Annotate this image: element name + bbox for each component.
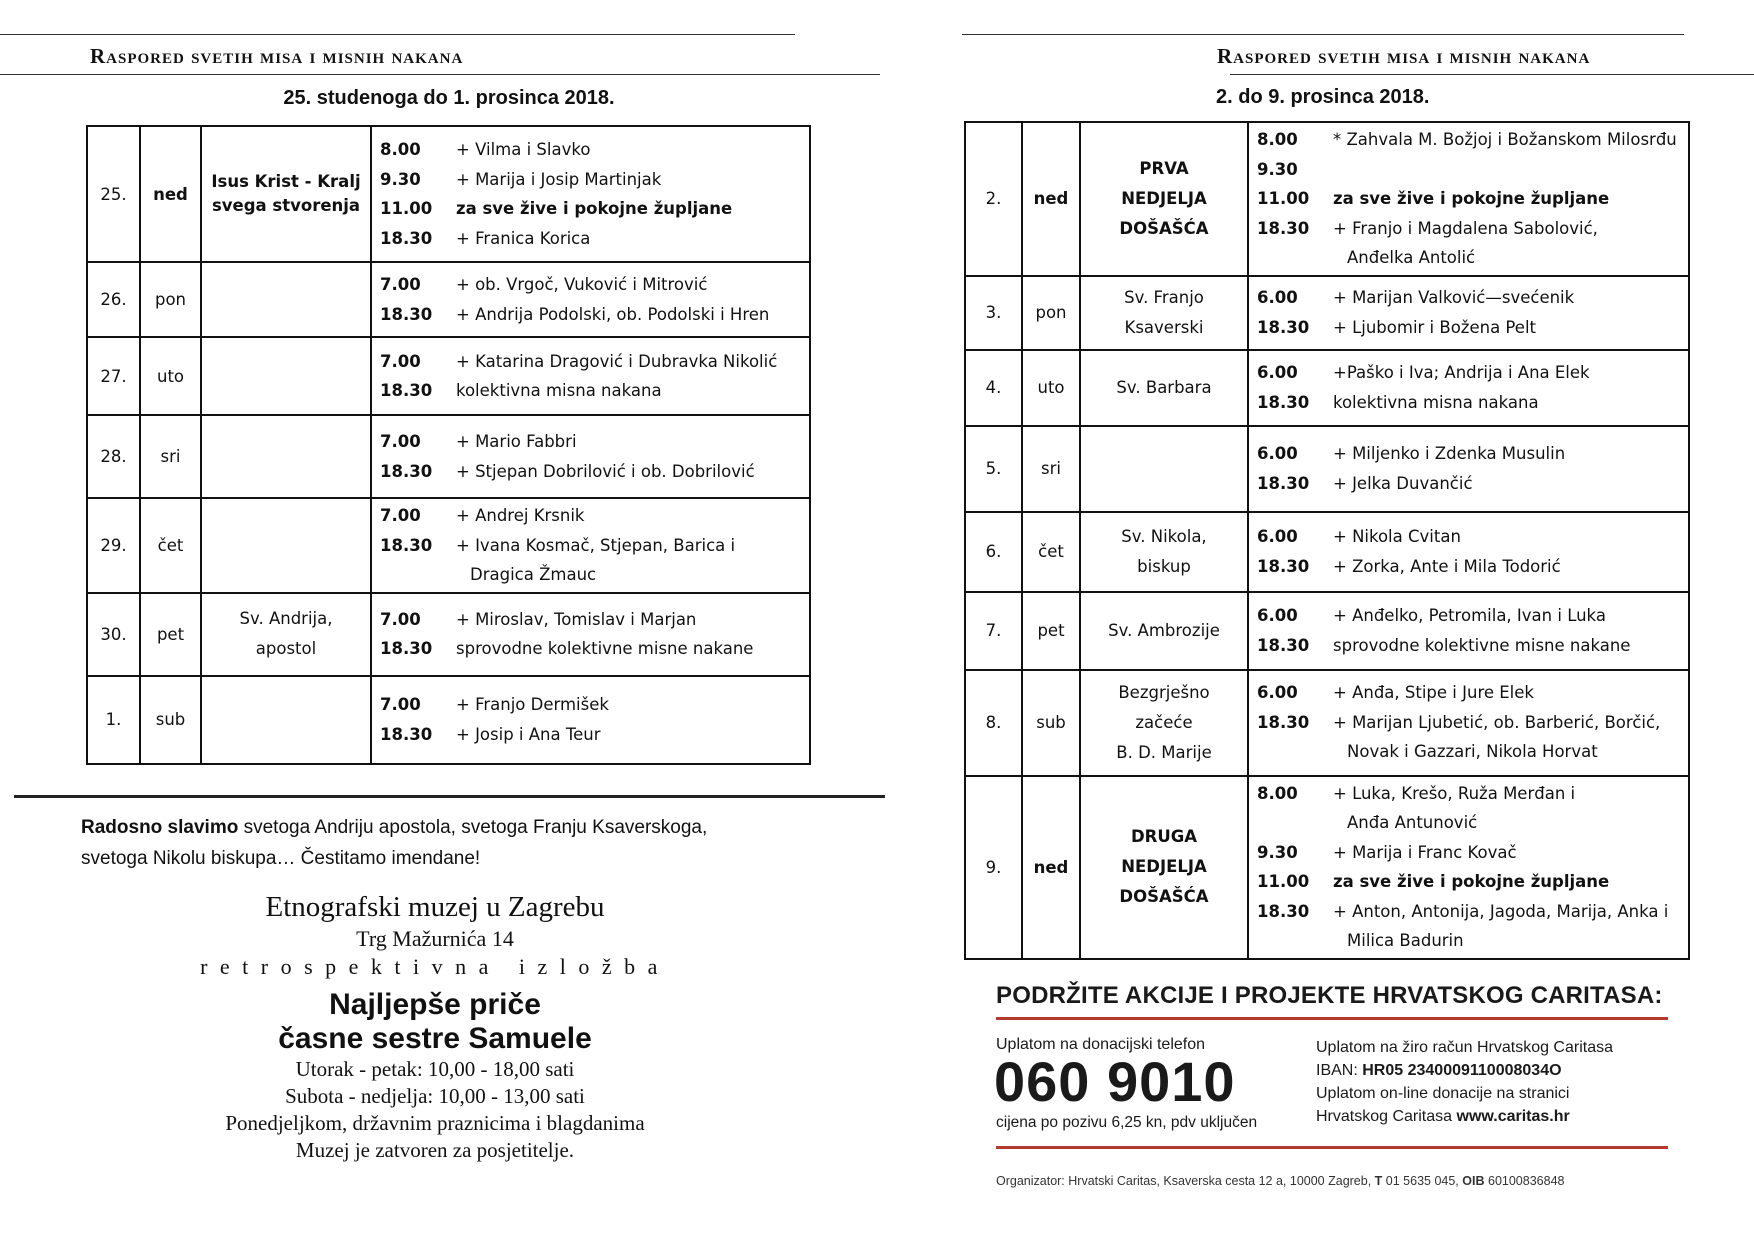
left-row <box>87 337 810 415</box>
organizer-text: Hrvatski Caritas, Ksaverska cesta 12 a, 10000 Zagreb, <box>1068 1174 1372 1188</box>
mass-intention: + Miroslav, Tomislav i Marjan <box>456 609 697 629</box>
mass-time: 6.00 <box>1257 288 1298 307</box>
caritas-iban-value: HR05 2340009110008034O <box>1362 1062 1562 1079</box>
mass-line <box>1257 125 1680 155</box>
mass-line <box>380 457 801 487</box>
row-masses <box>371 676 810 764</box>
mass-line <box>1257 439 1680 469</box>
mass-line <box>1257 737 1680 767</box>
row-weekday: sri <box>140 415 201 498</box>
mass-line <box>380 300 801 330</box>
mass-line <box>1257 631 1680 661</box>
caritas-phone-label: Uplatom na donacijski telefon <box>996 1036 1206 1053</box>
mass-intention: + Zorka, Ante i Mila Todorić <box>1333 556 1561 576</box>
museum-hours-1: Utorak - petak: 10,00 - 18,00 sati <box>295 1057 575 1081</box>
mass-line <box>380 634 801 664</box>
row-feast <box>201 262 371 337</box>
feast-line: DRUGA <box>1130 827 1198 846</box>
row-feast <box>201 676 371 764</box>
mass-line <box>1257 601 1680 631</box>
mass-intention: Novak i Gazzari, Nikola Horvat <box>1347 742 1598 762</box>
mass-intention: + Mario Fabbri <box>456 432 577 451</box>
mass-line <box>1257 214 1680 244</box>
row-feast <box>201 337 371 415</box>
celebration-note <box>81 812 821 874</box>
mass-line <box>380 165 801 195</box>
mass-time: 9.30 <box>380 169 421 189</box>
mass-line <box>1257 469 1680 499</box>
mass-line <box>1257 926 1680 956</box>
row-feast <box>1080 512 1248 592</box>
mass-time: 18.30 <box>1257 712 1310 732</box>
mass-line <box>380 501 801 531</box>
feast-line: NEDJELJA <box>1121 857 1207 876</box>
mass-line <box>380 135 801 165</box>
left-row <box>87 498 810 593</box>
mass-time: 7.00 <box>380 506 421 525</box>
mass-time: 11.00 <box>380 199 433 218</box>
row-date: 27. <box>87 337 140 415</box>
row-weekday: pet <box>140 593 201 676</box>
row-weekday: čet <box>1022 512 1080 592</box>
organizer-oib-label: OIB <box>1462 1174 1485 1188</box>
mass-intention: Milica Badurin <box>1347 931 1464 950</box>
museum-hours-2: Subota - nedjelja: 10,00 - 13,00 sati <box>285 1084 585 1108</box>
row-masses <box>1248 512 1689 592</box>
mass-time: 9.30 <box>1257 842 1298 862</box>
left-row <box>87 415 810 498</box>
mass-intention: + Anđelko, Petromila, Ivan i Luka <box>1333 606 1606 625</box>
row-feast <box>201 593 371 676</box>
row-weekday: ned <box>140 126 201 262</box>
mass-line <box>1257 184 1680 214</box>
mass-line <box>1257 838 1680 868</box>
row-weekday: sub <box>140 676 201 764</box>
row-date: 3. <box>965 276 1022 350</box>
left-row <box>87 593 810 676</box>
mass-line <box>380 270 801 300</box>
row-date: 2. <box>965 122 1022 276</box>
mass-line <box>1257 313 1680 343</box>
mass-intention: + Franjo Dermišek <box>456 695 609 714</box>
row-masses <box>371 126 810 262</box>
celebration-note-line2: svetoga Nikolu biskupa… Čestitamo imendane! <box>81 848 481 869</box>
row-date: 6. <box>965 512 1022 592</box>
row-feast <box>1080 350 1248 426</box>
mass-time: 18.30 <box>1257 635 1310 655</box>
caritas-iban-label: IBAN: <box>1316 1062 1358 1079</box>
row-masses <box>371 498 810 593</box>
row-masses <box>371 593 810 676</box>
mass-intention: + Marijan Valković—svećenik <box>1333 288 1575 307</box>
feast-line: biskup <box>1137 556 1191 576</box>
mass-intention: * Zahvala M. Božjoj i Božanskom Milosrđu <box>1333 130 1677 149</box>
mass-time: 18.30 <box>380 724 433 744</box>
organizer-tel-label: T <box>1374 1174 1383 1188</box>
row-weekday: ned <box>1022 776 1080 959</box>
feast-line: B. D. Marije <box>1116 742 1212 762</box>
row-weekday: pon <box>1022 276 1080 350</box>
row-weekday: sub <box>1022 670 1080 776</box>
mass-intention: sprovodne kolektivne misne nakane <box>1333 635 1631 655</box>
mass-intention: Anđelka Antolić <box>1347 248 1476 267</box>
mass-intention: sprovodne kolektivne misne nakane <box>456 639 754 658</box>
right-row <box>965 426 1689 512</box>
mass-intention: + Katarina Dragović i Dubravka Nikolić <box>456 351 778 371</box>
mass-line <box>1257 779 1680 809</box>
right-row <box>965 350 1689 426</box>
feast-line: Sv. Andrija, <box>239 609 333 628</box>
right-subtitle: 2. do 9. prosinca 2018. <box>1216 86 1430 108</box>
row-feast <box>1080 276 1248 350</box>
mass-intention: za sve žive i pokojne župljane <box>456 199 733 218</box>
row-masses <box>1248 776 1689 959</box>
mass-time: 18.30 <box>1257 901 1310 921</box>
row-weekday: pet <box>1022 592 1080 670</box>
mass-time: 6.00 <box>1257 444 1298 463</box>
caritas-phone-number: 060 9010 <box>994 1050 1236 1113</box>
mass-intention: + Luka, Krešo, Ruža Merđan i <box>1333 783 1576 803</box>
museum-closed-1: Ponedjeljkom, državnim praznicima i blagdanima <box>225 1111 645 1135</box>
left-separator <box>14 795 885 798</box>
mass-intention: + Franjo i Magdalena Sabolović, <box>1333 218 1598 238</box>
mass-time: 18.30 <box>1257 473 1310 493</box>
row-feast <box>201 126 371 262</box>
caritas-account-block <box>1316 1036 1613 1128</box>
museum-address: Trg Mažurnića 14 <box>356 926 514 951</box>
right-row <box>965 592 1689 670</box>
mass-intention: + Anđa, Stipe i Jure Elek <box>1333 683 1534 703</box>
mass-time: 18.30 <box>1257 556 1310 576</box>
row-masses <box>1248 426 1689 512</box>
right-row <box>965 122 1689 276</box>
mass-line <box>1257 867 1680 897</box>
mass-line <box>1257 678 1680 708</box>
mass-intention: + Andrej Krsnik <box>456 506 585 525</box>
mass-line <box>380 376 801 406</box>
row-feast <box>1080 592 1248 670</box>
feast-line: NEDJELJA <box>1121 188 1207 208</box>
feast-line: Bezgrješno <box>1118 682 1210 702</box>
feast-line: DOŠAŠĆA <box>1119 887 1209 906</box>
mass-intention: Dragica Žmauc <box>470 565 597 584</box>
mass-intention: + Marija i Franc Kovač <box>1333 842 1517 862</box>
feast-line: Sv. Nikola, <box>1121 526 1207 546</box>
mass-time: 6.00 <box>1257 527 1298 546</box>
mass-time: 18.30 <box>380 304 433 324</box>
mass-line <box>380 720 801 750</box>
row-masses <box>1248 350 1689 426</box>
left-top-rule <box>0 34 795 35</box>
left-row <box>87 676 810 764</box>
mass-line <box>1257 283 1680 313</box>
mass-intention: za sve žive i pokojne župljane <box>1333 872 1610 891</box>
mass-time: 18.30 <box>380 639 433 658</box>
caritas-top-line <box>996 1017 1668 1020</box>
row-weekday: pon <box>140 262 201 337</box>
row-feast <box>1080 426 1248 512</box>
caritas-web-label: Hrvatskog Caritasa <box>1316 1108 1453 1125</box>
row-date: 29. <box>87 498 140 593</box>
celebration-note-bold: Radosno slavimo <box>81 817 239 838</box>
organizer-oib-value: 60100836848 <box>1488 1174 1565 1188</box>
row-feast <box>1080 122 1248 276</box>
row-masses <box>371 262 810 337</box>
feast-line: apostol <box>255 639 317 658</box>
row-date: 4. <box>965 350 1022 426</box>
feast-line: Sv. Ambrozije <box>1108 620 1220 640</box>
row-weekday: uto <box>140 337 201 415</box>
row-date: 25. <box>87 126 140 262</box>
mass-time: 6.00 <box>1257 363 1298 382</box>
mass-intention: + Marija i Josip Martinjak <box>456 169 662 189</box>
right-row <box>965 776 1689 959</box>
museum-exhibition-kind: retrospektivna izložba <box>200 954 670 979</box>
mass-line <box>1257 243 1680 273</box>
caritas-iban-line <box>1316 1059 1613 1082</box>
feast-line: DOŠAŠĆA <box>1119 218 1209 238</box>
mass-intention: + Anton, Antonija, Jagoda, Marija, Anka i <box>1333 901 1669 921</box>
mass-line <box>380 605 801 635</box>
mass-intention: kolektivna misna nakana <box>456 381 662 400</box>
mass-intention: + Ljubomir i Božena Pelt <box>1333 317 1536 337</box>
row-feast <box>201 415 371 498</box>
row-masses <box>1248 276 1689 350</box>
row-date: 8. <box>965 670 1022 776</box>
mass-line <box>1257 897 1680 927</box>
museum-exhibition-title-2: časne sestre Samuele <box>278 1022 592 1055</box>
mass-time: 18.30 <box>380 381 433 400</box>
caritas-web-link[interactable]: www.caritas.hr <box>1456 1108 1570 1125</box>
feast-line: Sv. Franjo <box>1124 287 1204 307</box>
row-masses <box>1248 592 1689 670</box>
row-masses <box>371 337 810 415</box>
mass-line <box>380 531 801 561</box>
mass-intention: za sve žive i pokojne župljane <box>1333 189 1610 208</box>
mass-time: 7.00 <box>380 275 421 294</box>
caritas-bottom-line <box>996 1146 1668 1149</box>
mass-time: 18.30 <box>380 461 433 481</box>
mass-intention: + Marijan Ljubetić, ob. Barberić, Borčić, <box>1333 712 1661 732</box>
row-masses <box>371 415 810 498</box>
row-date: 26. <box>87 262 140 337</box>
row-masses <box>1248 122 1689 276</box>
mass-line <box>1257 388 1680 418</box>
feast-line: Sv. Barbara <box>1116 377 1212 397</box>
right-row <box>965 512 1689 592</box>
mass-time: 18.30 <box>380 535 433 555</box>
row-weekday: čet <box>140 498 201 593</box>
mass-line <box>380 690 801 720</box>
mass-intention: + Vilma i Slavko <box>456 140 591 159</box>
feast-line: PRVA <box>1139 158 1189 178</box>
caritas-web-line <box>1316 1105 1613 1128</box>
mass-time: 8.00 <box>1257 783 1298 803</box>
mass-intention: + Ivana Kosmač, Stjepan, Barica i <box>456 535 736 555</box>
mass-intention: + Stjepan Dobrilović i ob. Dobrilović <box>456 461 755 481</box>
row-date: 30. <box>87 593 140 676</box>
mass-line <box>1257 808 1680 838</box>
mass-time: 7.00 <box>380 695 421 714</box>
mass-time: 18.30 <box>1257 317 1310 337</box>
row-date: 7. <box>965 592 1022 670</box>
caritas-organizer <box>996 1174 1564 1188</box>
left-heading-rule <box>0 74 880 75</box>
mass-intention: + Josip i Ana Teur <box>456 724 601 744</box>
mass-time: 18.30 <box>1257 392 1310 412</box>
right-top-rule <box>962 34 1684 35</box>
row-weekday: ned <box>1022 122 1080 276</box>
mass-intention: + Franica Korica <box>456 228 591 248</box>
celebration-note-text: svetoga Andriju apostola, svetoga Franju Ksaverskoga, <box>238 817 708 838</box>
organizer-label: Organizator: <box>996 1174 1065 1188</box>
mass-time: 7.00 <box>380 351 421 371</box>
left-subtitle: 25. studenoga do 1. prosinca 2018. <box>283 87 615 109</box>
mass-line <box>380 194 801 224</box>
row-date: 28. <box>87 415 140 498</box>
mass-intention: + Jelka Duvančić <box>1333 473 1473 493</box>
mass-time: 8.00 <box>1257 130 1298 149</box>
mass-time: 9.30 <box>1257 159 1298 179</box>
left-row <box>87 126 810 262</box>
feast-line: svega stvorenja <box>211 196 361 215</box>
right-row <box>965 670 1689 776</box>
left-schedule-table <box>86 125 811 765</box>
mass-intention: + ob. Vrgoč, Vuković i Mitrović <box>456 275 708 294</box>
caritas-ad <box>996 982 1672 1192</box>
mass-time: 6.00 <box>1257 683 1298 703</box>
right-heading: Raspored svetih misa i misnih nakana <box>1217 44 1591 68</box>
right-row <box>965 276 1689 350</box>
left-heading: Raspored svetih misa i misnih nakana <box>90 44 464 68</box>
caritas-headline: PODRŽITE AKCIJE I PROJEKTE HRVATSKOG CARITASA: <box>996 982 1663 1009</box>
feast-line: začeće <box>1135 712 1193 732</box>
mass-line <box>1257 552 1680 582</box>
caritas-phone-price: cijena po pozivu 6,25 kn, pdv uključen <box>996 1114 1258 1131</box>
mass-line <box>380 427 801 457</box>
organizer-tel-value: 01 5635 045, <box>1385 1174 1459 1188</box>
row-weekday: sri <box>1022 426 1080 512</box>
mass-time: 11.00 <box>1257 872 1310 891</box>
row-weekday: uto <box>1022 350 1080 426</box>
museum-closed-2: Muzej je zatvoren za posjetitelje. <box>295 1138 575 1162</box>
mass-line <box>380 560 801 590</box>
row-date: 5. <box>965 426 1022 512</box>
mass-line <box>380 224 801 254</box>
right-heading-rule <box>1230 74 1754 75</box>
mass-time: 11.00 <box>1257 189 1310 208</box>
museum-exhibition-title-1: Najljepše priče <box>329 988 541 1021</box>
mass-intention: + Andrija Podolski, ob. Podolski i Hren <box>456 304 770 324</box>
mass-line <box>1257 708 1680 738</box>
row-date: 9. <box>965 776 1022 959</box>
row-feast <box>1080 670 1248 776</box>
mass-line <box>1257 522 1680 552</box>
feast-line: Isus Krist - Kralj <box>211 172 361 191</box>
left-row <box>87 262 810 337</box>
mass-intention: + Miljenko i Zdenka Musulin <box>1333 444 1566 463</box>
mass-intention: kolektivna misna nakana <box>1333 392 1539 412</box>
right-schedule-table <box>964 121 1690 960</box>
feast-line: Ksaverski <box>1124 317 1204 337</box>
caritas-account-line: Uplatom na žiro račun Hrvatskog Caritasa <box>1316 1039 1614 1056</box>
mass-intention: Anđa Antunović <box>1347 813 1478 832</box>
museum-name: Etnografski muzej u Zagrebu <box>265 891 605 923</box>
mass-time: 18.30 <box>380 228 433 248</box>
mass-intention: + Nikola Cvitan <box>1333 527 1461 546</box>
mass-time: 18.30 <box>1257 218 1310 238</box>
mass-time: 7.00 <box>380 432 421 451</box>
caritas-online-line: Uplatom on-line donacije na stranici <box>1316 1085 1570 1102</box>
row-date: 1. <box>87 676 140 764</box>
row-feast <box>1080 776 1248 959</box>
mass-time: 8.00 <box>380 140 421 159</box>
mass-line <box>1257 155 1680 185</box>
mass-time: 6.00 <box>1257 606 1298 625</box>
row-feast <box>201 498 371 593</box>
row-masses <box>1248 670 1689 776</box>
mass-intention: +Paško i Iva; Andrija i Ana Elek <box>1333 363 1590 382</box>
mass-time: 7.00 <box>380 609 421 629</box>
mass-line <box>1257 358 1680 388</box>
museum-ad <box>150 888 720 1164</box>
mass-line <box>380 347 801 377</box>
